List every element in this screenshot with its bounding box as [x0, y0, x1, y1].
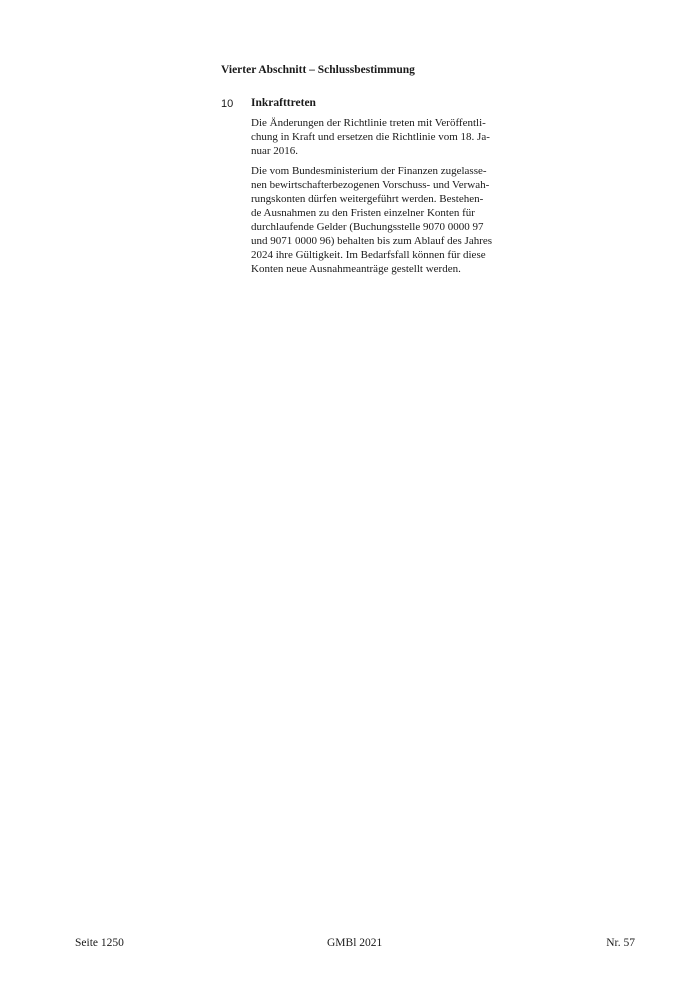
paragraph-line: Die vom Bundesministerium der Finanzen zugelasse-	[251, 165, 487, 177]
paragraph-line: und 9071 0000 96) behalten bis zum Ablauf des Jahres	[251, 235, 493, 247]
paragraph-line: nuar 2016.	[251, 145, 299, 157]
paragraph-line: durchlaufende Gelder (Buchungsstelle 9070 0000 97	[251, 221, 484, 233]
footer-issue-number: Nr. 57	[606, 937, 635, 949]
section-title: Inkrafttreten	[251, 97, 316, 109]
section-number: 10	[221, 98, 234, 110]
footer-publication: GMBl 2021	[327, 937, 383, 949]
section-heading: Vierter Abschnitt – Schlussbestimmung	[221, 64, 415, 76]
paragraph-line: rungskonten dürfen weitergeführt werden. Bestehen-	[251, 193, 484, 205]
paragraph-line: nen bewirtschafterbezogenen Vorschuss- und Verwah-	[251, 179, 490, 191]
paragraph-line: chung in Kraft und ersetzen die Richtlinie vom 18. Ja-	[251, 131, 490, 143]
paragraph-line: 2024 ihre Gültigkeit. Im Bedarfsfall können für diese	[251, 249, 486, 261]
paragraph-effective-date	[251, 116, 490, 158]
paragraph-line: Konten neue Ausnahmeanträge gestellt werden.	[251, 263, 461, 275]
footer-page-number: Seite 1250	[75, 937, 124, 949]
paragraph-line: Die Änderungen der Richtlinie treten mit Veröffentli-	[251, 117, 486, 129]
paragraph-line: de Ausnahmen zu den Fristen einzelner Konten für	[251, 207, 475, 219]
paragraph-accounts	[251, 164, 493, 276]
